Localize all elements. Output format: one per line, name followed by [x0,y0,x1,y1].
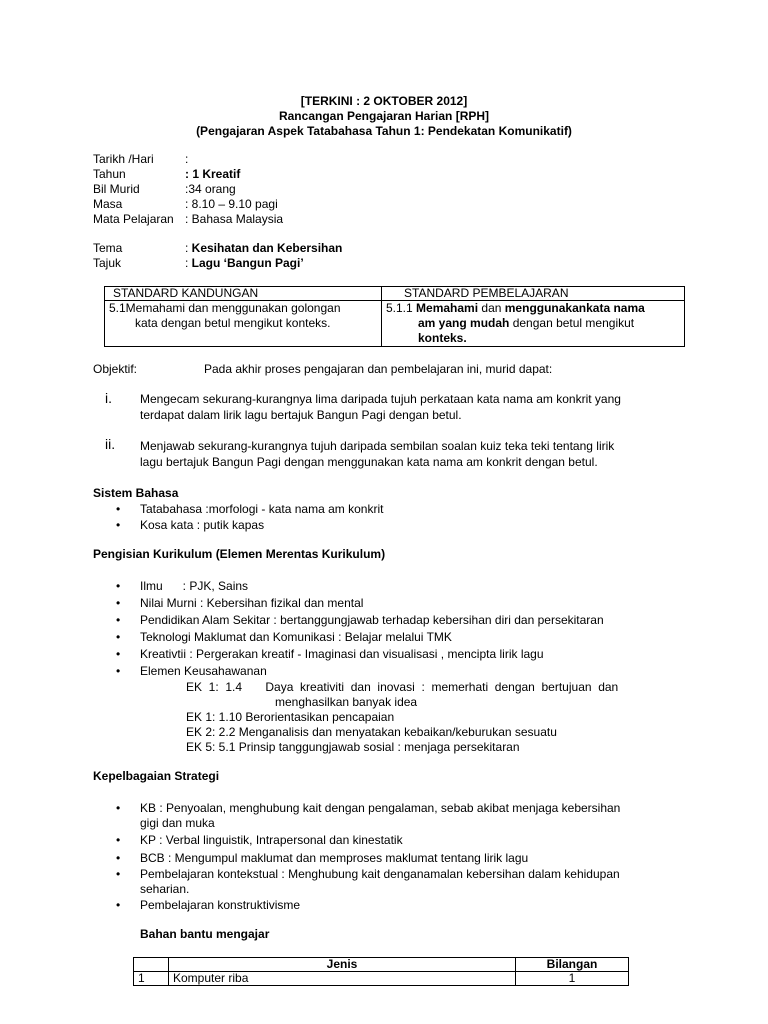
list-item: Pembelajaran kontekstual : Menghubung kait denganamalan kebersihan dalam kehidupan [140,867,620,881]
info-row-tema [93,241,513,256]
bullet-icon: • [116,647,121,661]
bahan-cell-bilangan: 1 [516,972,629,986]
info-label: Tarikh /Hari [93,152,154,166]
section-title-strategi: Kepelbagaian Strategi [93,769,220,783]
bullet-icon: • [116,664,121,678]
ek-line: EK 1: 1.4 Daya kreativiti dan inovasi : memerhati dengan bertujuan dan [186,680,619,694]
objektif-item-line: Menjawab sekurang-kurangnya tujuh daripada sembilan soalan kuiz teka teki tentang lirik [140,439,615,453]
list-item: Elemen Keusahawanan [140,664,267,678]
info-label: Tahun [93,167,126,181]
info-value: :34 orang [185,182,236,196]
list-item: Ilmu : PJK, Sains [140,579,249,593]
info-value: : Kesihatan dan Kebersihan [185,241,343,255]
objektif-num: ii. [105,436,116,452]
bullet-icon: • [116,596,121,610]
header-standard-pembelajaran: STANDARD PEMBELAJARAN [382,287,685,301]
bahan-cell-no: 1 [134,972,169,986]
section-title-bahan: Bahan bantu mengajar [140,927,270,941]
standard-table [104,286,685,347]
info-value: : 8.10 – 9.10 pagi [185,197,278,211]
info-label: Bil Murid [93,182,140,196]
list-item-cont: seharian. [140,882,190,896]
list-item: Kosa kata : putik kapas [140,518,265,532]
info-row-tarikh [93,152,513,167]
header-title: Rancangan Pengajaran Harian [RPH] [278,109,490,123]
cell-standard-kandungan: 5.1Memahami dan menggunakan golongan kata dengan betul mengikut konteks. [105,301,382,347]
list-item: Teknologi Maklumat dan Komunikasi : Belajar melalui TMK [140,630,452,644]
info-value: : Bahasa Malaysia [185,212,284,226]
objektif-item-line: Mengecam sekurang-kurangnya lima daripada tujuh perkataan kata nama am konkrit yang [140,392,621,406]
ek-line: EK 5: 5.1 Prinsip tanggungjawab sosial : menjaga persekitaran [186,740,520,754]
info-value: : 1 Kreatif [185,167,241,181]
section-title-sistem-bahasa: Sistem Bahasa [93,486,179,500]
bahan-cell-jenis: Komputer riba [169,972,516,986]
list-item: KB : Penyoalan, menghubung kait dengan pengalaman, sebab akibat menjaga kebersihan [140,801,621,815]
bullet-icon: • [116,518,121,532]
list-item: BCB : Mengumpul maklumat dan memproses maklumat tentang lirik lagu [140,851,529,865]
info-row-mata-pelajaran [93,212,513,227]
bullet-icon: • [116,579,121,593]
info-row-tahun [93,167,513,182]
bullet-icon: • [116,833,121,847]
bullet-icon: • [116,867,121,881]
objektif-label: Objektif: [93,362,138,376]
ek-line: EK 2: 2.2 Menganalisis dan menyatakan kebaikan/keburukan sesuatu [186,725,557,739]
info-row-masa [93,197,513,212]
info-label: Masa [93,197,123,211]
table-row [134,972,629,986]
bahan-header-bilangan: Bilangan [516,958,629,972]
bullet-icon: • [116,613,121,627]
bahan-header-no [134,958,169,972]
header-subtitle: (Pengajaran Aspek Tatabahasa Tahun 1: Pendekatan Komunikatif) [196,124,572,138]
info-row-bil-murid [93,182,513,197]
header-standard-kandungan: STANDARD KANDUNGAN [105,287,382,301]
info-label: Tajuk [93,256,122,270]
info-value: : Lagu ‘Bangun Pagi’ [185,256,304,270]
bullet-icon: • [116,801,121,815]
list-item: Pendidikan Alam Sekitar : bertanggungjawab terhadap kebersihan diri dan persekitaran [140,613,604,627]
section-title-pengisian: Pengisian Kurikulum (Elemen Merentas Kurikulum) [93,547,386,561]
objektif-item-line: lagu bertajuk Bangun Pagi dengan menggunakan kata nama am konkrit dengan betul. [140,455,598,469]
header-date: [TERKINI : 2 OKTOBER 2012] [300,94,468,108]
bullet-icon: • [116,851,121,865]
objektif-text: Pada akhir proses pengajaran dan pembelajaran ini, murid dapat: [204,362,553,376]
info-row-tajuk [93,256,513,271]
list-item: Pembelajaran konstruktivisme [140,898,301,912]
list-item-cont: gigi dan muka [140,816,215,830]
info-value: : [185,152,189,166]
list-item: Tatabahasa :morfologi - kata nama am konkrit [140,502,384,516]
info-label: Tema [93,241,123,255]
info-label: Mata Pelajaran [93,212,174,226]
list-item: KP : Verbal linguistik, Intrapersonal dan kinestatik [140,833,403,847]
cell-standard-pembelajaran: 5.1.1 Memahami dan menggunakankata nama am yang mudah dengan betul mengikut konteks. [382,301,685,347]
bullet-icon: • [116,630,121,644]
bahan-header-jenis: Jenis [169,958,516,972]
list-item: Kreativtii : Pergerakan kreatif - Imaginasi dan visualisasi , mencipta lirik lagu [140,647,544,661]
objektif-num: i. [105,390,112,406]
ek-line: menghasilkan banyak idea [275,695,418,709]
bullet-icon: • [116,898,121,912]
bullet-icon: • [116,502,121,516]
ek-line: EK 1: 1.10 Berorientasikan pencapaian [186,710,395,724]
bahan-table [133,957,629,986]
list-item: Nilai Murni : Kebersihan fizikal dan mental [140,596,364,610]
objektif-item-line: terdapat dalam lirik lagu bertajuk Bangun Pagi dengan betul. [140,408,462,422]
